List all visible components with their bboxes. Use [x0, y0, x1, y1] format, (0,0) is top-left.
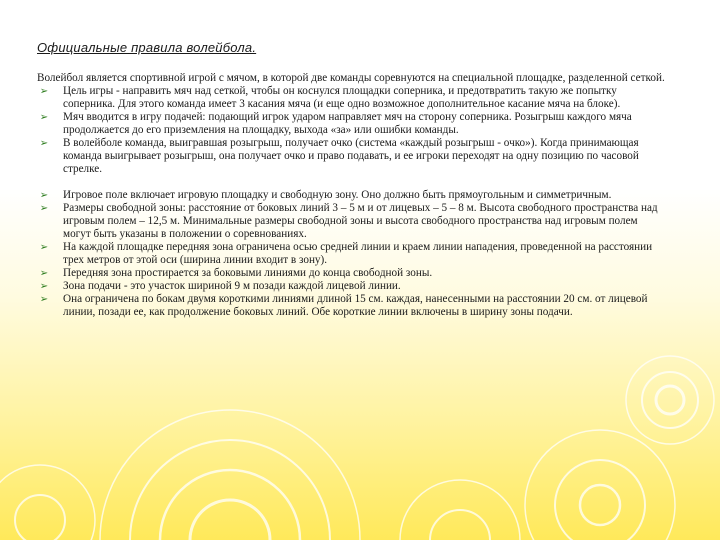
- section-gap: [37, 176, 667, 189]
- arrow-bullet-icon: ➢: [39, 190, 49, 201]
- list-item: [37, 267, 667, 280]
- list-item: [37, 189, 667, 202]
- list-item-text: Игровое поле включает игровую площадку и свободную зону. Оно должно быть прямоугольным и симметричным.: [63, 189, 612, 201]
- list-item-text: Зона подачи - это участок шириной 9 м позади каждой лицевой линии.: [63, 280, 401, 292]
- list-item-text: На каждой площадке передняя зона ограничена осью средней линии и краем линии нападения, проведенной на расстоянии трех метров от этой оси (ширина линии входит в зону).: [63, 241, 653, 266]
- arrow-bullet-icon: ➢: [39, 138, 49, 149]
- ripple-ring: [160, 470, 300, 540]
- page-title: Официальные правила волейбола.: [37, 40, 257, 55]
- arrow-bullet-icon: ➢: [39, 203, 49, 214]
- arrow-bullet-icon: ➢: [39, 294, 49, 305]
- list-item: [37, 241, 667, 267]
- intro-paragraph: Волейбол является спортивной игрой с мячом, в которой две команды соревнуются на специальной площадке, разделенной сеткой.: [37, 72, 665, 84]
- arrow-bullet-icon: ➢: [39, 86, 49, 97]
- list-item: [37, 280, 667, 293]
- ripple-ring: [430, 510, 490, 540]
- slide: [37, 30, 677, 55]
- list-item: [37, 111, 667, 137]
- list-item: [37, 202, 667, 241]
- ripple-ring: [100, 410, 360, 540]
- ripple-ring: [642, 372, 698, 428]
- list-item-text: Размеры свободной зоны: расстояние от боковых линий 3 – 5 м и от лицевых – 5 – 8 м. Высота свободного пространства над игровым полем – 12,5 м. Минимальные размеры свободной зоны и высота свободного пространства над игровым полем могут быть указаны в положении о соревнованиях.: [63, 202, 658, 240]
- ripple-ring: [130, 440, 330, 540]
- ripple-ring: [580, 485, 620, 525]
- list-item-text: В волейболе команда, выигравшая розыгрыш, получает очко (система «каждый розыгрыш - очко»). Когда принимающая команда выигрывает розыгрыш, она получает очко и право подавать, и ее игроки переходят на одну позицию по часовой стрелке.: [63, 137, 639, 175]
- ripple-ring: [525, 430, 675, 540]
- list-item-text: Мяч вводится в игру подачей: подающий игрок ударом направляет мяч на сторону соперника. Розыгрыш каждого мяча продолжается до его приземления на площадку, выхода «за» или ошибки команды.: [63, 111, 632, 136]
- ripple-ring: [626, 356, 714, 444]
- list-item: [37, 137, 667, 176]
- rules-text: [37, 72, 667, 319]
- ripple-ring: [0, 465, 95, 540]
- arrow-bullet-icon: ➢: [39, 112, 49, 123]
- list-item-text: Цель игры - направить мяч над сеткой, чтобы он коснулся площадки соперника, и предотвратить такую же попытку соперника. Для этого команда имеет 3 касания мяча (и еще одно возможное дополнительное касание мяча на блоке).: [63, 85, 621, 110]
- arrow-bullet-icon: ➢: [39, 281, 49, 292]
- ripple-ring: [190, 500, 270, 540]
- list-item-text: Передняя зона простирается за боковыми линиями до конца свободной зоны.: [63, 267, 433, 279]
- ripple-ring: [15, 495, 65, 540]
- arrow-bullet-icon: ➢: [39, 268, 49, 279]
- ripple-ring: [555, 460, 645, 540]
- ripple-ring: [656, 386, 684, 414]
- list-item-text: Она ограничена по бокам двумя короткими линиями длиной 15 см. каждая, нанесенными на расстоянии 20 см. от лицевой линии, позади ее, как продолжение боковых линий. Обе короткие линии включены в ширину зоны подачи.: [63, 293, 648, 318]
- arrow-bullet-icon: ➢: [39, 242, 49, 253]
- ripple-ring: [400, 480, 520, 540]
- list-item: [37, 293, 667, 319]
- list-item: [37, 85, 667, 111]
